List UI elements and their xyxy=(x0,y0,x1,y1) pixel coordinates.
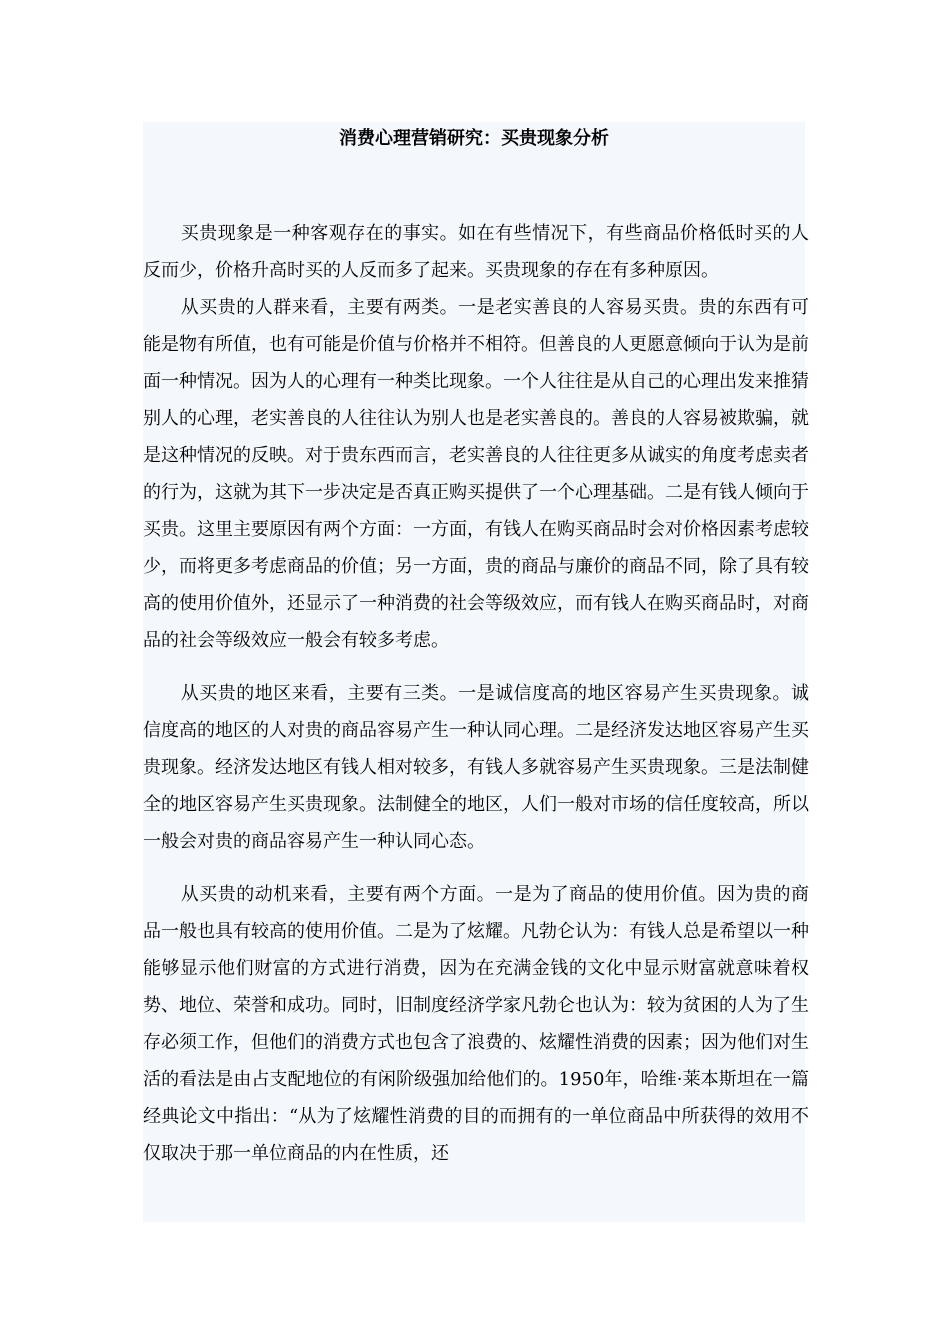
paragraph-motives: 从买贵的动机来看，主要有两个方面。一是为了商品的使用价值。因为贵的商品一般也具有较高的使用价值。二是为了炫耀。凡勃仑认为：有钱人总是希望以一种能够显示他们财富的方式进行消费，因为在充满金钱的文化中显示财富就意味着权势、地位、荣誉和成功。同时，旧制度经济学家凡勃仑也认为：较为贫困的人为了生存必须工作，但他们的消费方式也包含了浪费的、炫耀性消费的因素；因为他们对生活的看法是由占支配地位的有闲阶级强加给他们的。1950年，哈维·莱本斯坦在一篇经典论文中指出：“从为了炫耀性消费的目的而拥有的一单位商品中所获得的效用不仅取决于那一单位商品的内在性质，还 xyxy=(143,884,809,1164)
paragraph-intro: 买贵现象是一种客观存在的事实。如在有些情况下，有些商品价格低时买的人反而少，价格升高时买的人反而多了起来。买贵现象的存在有多种原因。 xyxy=(143,223,809,281)
document-title: 消费心理营销研究：买贵现象分析 xyxy=(339,128,609,149)
paragraph-buyer-groups: 从买贵的人群来看，主要有两类。一是老实善良的人容易买贵。贵的东西有可能是物有所值，也有可能是价值与价格并不相符。但善良的人更愿意倾向于认为是前面一种情况。因为人的心理有一种类比现象。一个人往往是从自己的心理出发来推猜别人的心理，老实善良的人往往认为别人也是老实善良的。善良的人容易被欺骗，就是这种情况的反映。对于贵东西而言，老实善良的人往往更多从诚实的角度考虑卖者的行为，这就为其下一步决定是否真正购买提供了一个心理基础。二是有钱人倾向于买贵。这里主要原因有两个方面：一方面，有钱人在购买商品时会对价格因素考虑较少，而将更多考虑商品的价值；另一方面，贵的商品与廉价的商品不同，除了具有较高的使用价值外，还显示了一种消费的社会等级效应，而有钱人在购买商品时，对商品的社会等级效应一般会有较多考虑。 xyxy=(143,297,809,651)
paragraph-regions: 从买贵的地区来看，主要有三类。一是诚信度高的地区容易产生买贵现象。诚信度高的地区的人对贵的商品容易产生一种认同心理。二是经济发达地区容易产生买贵现象。经济发达地区有钱人相对较多，有钱人多就容易产生买贵现象。三是法制健全的地区容易产生买贵现象。法制健全的地区，人们一般对市场的信任度较高，所以一般会对贵的商品容易产生一种认同心态。 xyxy=(143,683,809,852)
document-body xyxy=(143,215,809,1172)
